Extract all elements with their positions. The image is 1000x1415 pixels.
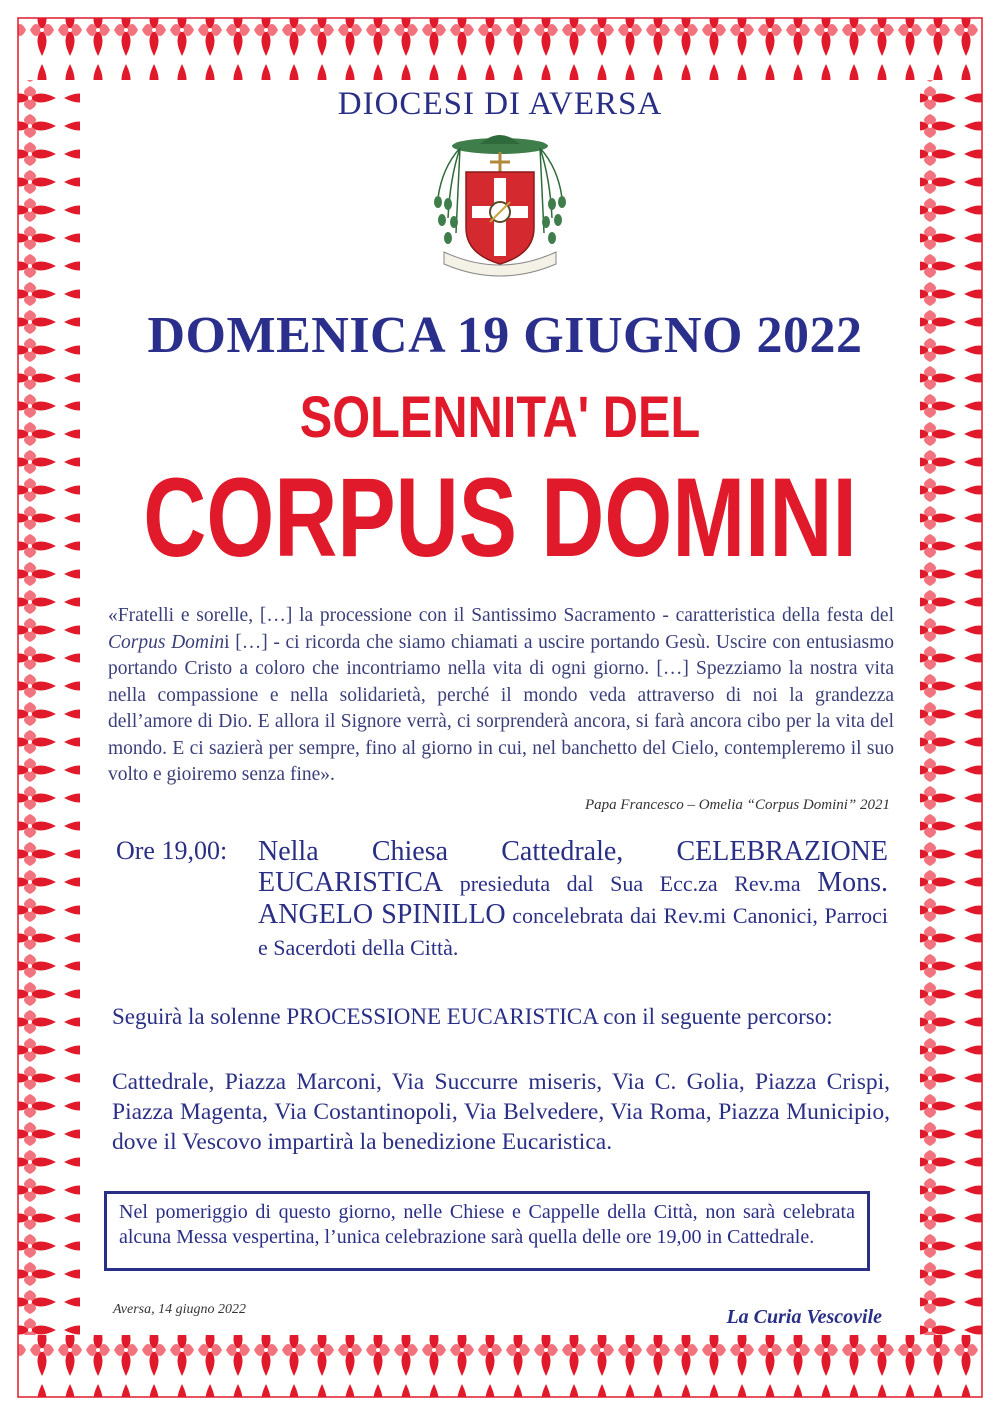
program-text-1: Nella Chiesa Cattedrale, CELEBRAZIONE EUCARISTICA	[258, 836, 888, 898]
quote-source: Papa Francesco – Omelia “Corpus Domini” 2021	[585, 797, 890, 813]
procession-intro: Seguirà la solenne PROCESSIONE EUCARISTICA con il seguente percorso:	[112, 1004, 833, 1029]
solemnity-subtitle: SOLENNITA' DEL	[299, 385, 701, 450]
quote-text-1: «Fratelli e sorelle, […] la processione con il Santissimo Sacramento - caratteristica della festa del	[108, 605, 894, 626]
diocese-heading: DIOCESI DI AVERSA	[337, 86, 663, 122]
program-description	[258, 836, 888, 963]
notice-box: Nel pomeriggio di questo giorno, nelle Chiese e Cappelle della Città, non sarà celebrata alcuna Messa vespertina, l’unica celebrazione sarà quella delle ore 19,00 in Cattedrale.	[104, 1191, 870, 1271]
place-date: Aversa, 14 giugno 2022	[113, 1302, 246, 1317]
signature: La Curia Vescovile	[726, 1306, 882, 1328]
event-date-title: DOMENICA 19 GIUGNO 2022	[147, 307, 863, 364]
papal-quote	[108, 603, 894, 789]
program-text-3: Mons. ANGELO SPINILLO	[258, 867, 888, 930]
program-text-2: presieduta dal Sua Ecc.za Rev.ma	[443, 871, 818, 896]
corpus-domini-title: CORPUS DOMINI	[143, 455, 857, 580]
program-text-4: concelebrata dai Rev.mi Canonici, Parroci e Sacerdoti della Città.	[258, 903, 888, 960]
procession-route: Cattedrale, Piazza Marconi, Via Succurre miseris, Via C. Golia, Piazza Crispi, Piazza Magenta, Via Costantinopoli, Via Belvedere, Via Roma, Piazza Municipio, dove il Vescovo impartirà la benedizione Eucaristica.	[112, 1069, 890, 1155]
coat-of-arms-icon	[420, 128, 580, 288]
quote-text-2: i […] - ci ricorda che siamo chiamati a uscire portando Gesù. Uscire con entusiasmo portando Cristo a coloro che incontriamo nella vita di ogni giorno. […] Spezziamo la nostra vita nella compassione e nella solidarietà, perché il mondo veda attraverso di noi la grandezza dell’amore di Dio. E allora il Signore verrà, ci sorprenderà ancora, si farà ancora cibo per la vita del mondo. E ci sazierà per sempre, fino al giorno in cui, nel banchetto del Cielo, contempleremo il suo volto e gioiremo senza fine».	[108, 631, 894, 785]
quote-italic: Corpus Domin	[108, 631, 225, 653]
program-time: Ore 19,00:	[116, 836, 228, 865]
